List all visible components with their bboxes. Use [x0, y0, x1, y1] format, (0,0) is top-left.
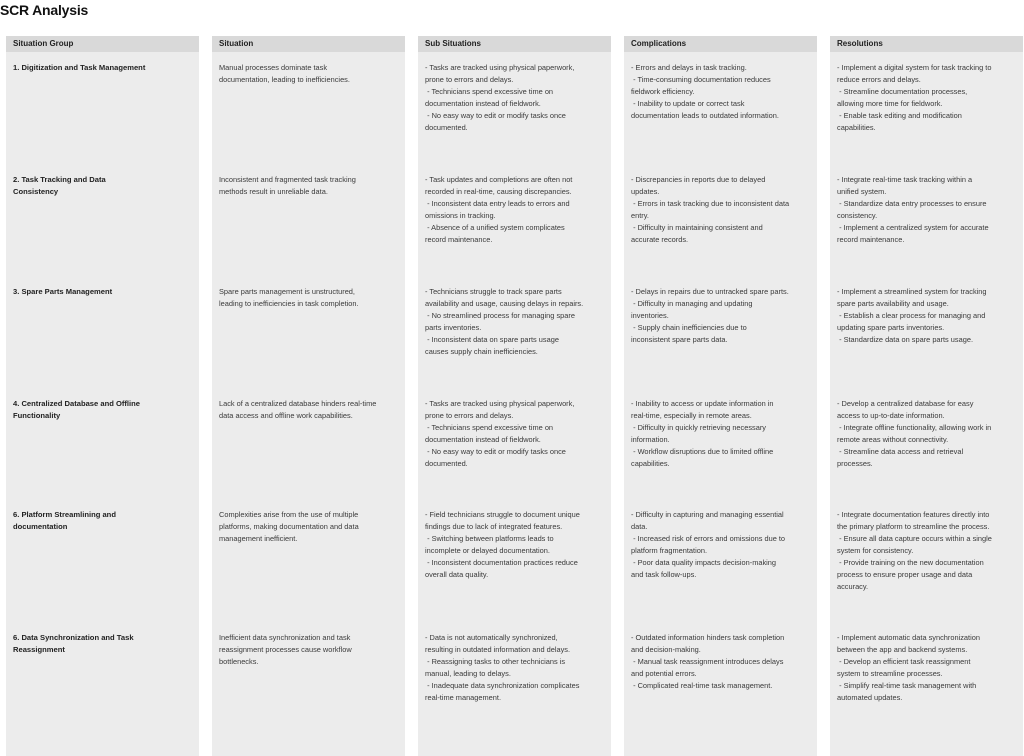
- page-title: SCR Analysis: [0, 2, 89, 18]
- sub-situations-cell: [418, 509, 611, 581]
- cell-text-line: prone to errors and delays.: [425, 411, 514, 420]
- cell-text-line: capabilities.: [837, 123, 876, 132]
- cell-text-line: fieldwork efficiency.: [631, 87, 695, 96]
- cell-text-line: - No easy way to edit or modify tasks once: [425, 111, 566, 120]
- cell-text-line: - Simplify real-time task management with: [837, 681, 977, 690]
- cell-text-line: updating spare parts inventories.: [837, 323, 945, 332]
- cell-text-line: and decision-making.: [631, 645, 701, 654]
- cell-text-line: - Errors in task tracking due to inconsistent data: [631, 199, 790, 208]
- cell-text-line: - Develop a centralized database for easy: [837, 399, 974, 408]
- cell-text-line: data access and offline work capabilities.: [219, 411, 353, 420]
- cell-text-line: - Difficulty in maintaining consistent and: [631, 223, 763, 232]
- cell-text-line: - Difficulty in managing and updating: [631, 299, 753, 308]
- cell-text-line: - Inadequate data synchronization complicates: [425, 681, 580, 690]
- cell-text-line: - Time-consuming documentation reduces: [631, 75, 771, 84]
- cell-text-line: - Discrepancies in reports due to delayed: [631, 175, 766, 184]
- cell-text-line: information.: [631, 435, 670, 444]
- cell-text-line: record maintenance.: [837, 235, 905, 244]
- cell-text-line: Spare parts management is unstructured,: [219, 287, 355, 296]
- cell-text-line: 2. Task Tracking and Data: [13, 175, 106, 184]
- cell-text-line: - Standardize data on spare parts usage.: [837, 335, 973, 344]
- cell-text-line: - Inconsistent data entry leads to errors and: [425, 199, 570, 208]
- cell-text-line: real-time management.: [425, 693, 501, 702]
- cell-text-line: - Outdated information hinders task completion: [631, 633, 785, 642]
- cell-text-line: accurate records.: [631, 235, 689, 244]
- cell-text-line: - Errors and delays in task tracking.: [631, 63, 747, 72]
- situation-cell: [212, 398, 405, 422]
- resolutions-cell: [830, 286, 1023, 346]
- cell-text-line: - Integrate real-time task tracking within a: [837, 175, 973, 184]
- cell-text-line: recorded in real-time, causing discrepancies.: [425, 187, 572, 196]
- cell-text-line: resulting in outdated information and delays.: [425, 645, 571, 654]
- cell-text-line: consistency.: [837, 211, 878, 220]
- cell-text-line: - Implement automatic data synchronization: [837, 633, 980, 642]
- situation-cell: [212, 174, 405, 198]
- situation-group-cell: [6, 632, 199, 656]
- situation-cell: [212, 286, 405, 310]
- column-situation: [212, 36, 405, 756]
- cell-text-line: system for consistency.: [837, 546, 914, 555]
- cell-text-line: allowing more time for fieldwork.: [837, 99, 943, 108]
- cell-text-line: process to ensure proper usage and data: [837, 570, 973, 579]
- cell-text-line: - Inconsistent data on spare parts usage: [425, 335, 559, 344]
- resolutions-cell: [830, 509, 1023, 593]
- cell-text-line: platform fragmentation.: [631, 546, 707, 555]
- cell-text-line: platforms, making documentation and data: [219, 522, 359, 531]
- cell-text-line: - Data is not automatically synchronized,: [425, 633, 558, 642]
- column-sub-situations: [418, 36, 611, 756]
- cell-text-line: - No streamlined process for managing spare: [425, 311, 575, 320]
- situation-cell: [212, 632, 405, 668]
- cell-text-line: documentation: [13, 522, 68, 531]
- cell-text-line: Reassignment: [13, 645, 65, 654]
- cell-text-line: - Reassigning tasks to other technicians is: [425, 657, 566, 666]
- cell-text-line: Inefficient data synchronization and task: [219, 633, 351, 642]
- cell-text-line: causes supply chain inefficiencies.: [425, 347, 538, 356]
- cell-text-line: real-time, especially in remote areas.: [631, 411, 752, 420]
- cell-text-line: - Ensure all data capture occurs within a single: [837, 534, 992, 543]
- column-resolutions: [830, 36, 1023, 756]
- cell-text-line: - Switching between platforms leads to: [425, 534, 554, 543]
- cell-text-line: overall data quality.: [425, 570, 489, 579]
- cell-text-line: 3. Spare Parts Management: [13, 287, 113, 296]
- cell-text-line: bottlenecks.: [219, 657, 259, 666]
- complications-cell: [624, 286, 817, 346]
- cell-text-line: parts inventories.: [425, 323, 482, 332]
- cell-text-line: data.: [631, 522, 648, 531]
- cell-text-line: management inefficient.: [219, 534, 298, 543]
- cell-text-line: documented.: [425, 459, 468, 468]
- situation-group-cell: [6, 398, 199, 422]
- column-header-situation-group: Situation Group: [6, 36, 199, 52]
- cell-text-line: - Technicians spend excessive time on: [425, 423, 554, 432]
- situation-group-cell: [6, 62, 199, 74]
- cell-text-line: Consistency: [13, 187, 59, 196]
- cell-text-line: updates.: [631, 187, 660, 196]
- cell-text-line: documentation leads to outdated information.: [631, 111, 779, 120]
- cell-text-line: Manual processes dominate task: [219, 63, 328, 72]
- resolutions-cell: [830, 398, 1023, 470]
- cell-text-line: - Inconsistent documentation practices reduce: [425, 558, 578, 567]
- cell-text-line: inventories.: [631, 311, 669, 320]
- cell-text-line: Inconsistent and fragmented task tracking: [219, 175, 356, 184]
- cell-text-line: - Difficulty in capturing and managing essential: [631, 510, 784, 519]
- sub-situations-cell: [418, 62, 611, 134]
- complications-cell: [624, 174, 817, 246]
- cell-text-line: - Develop an efficient task reassignment: [837, 657, 971, 666]
- cell-text-line: - Tasks are tracked using physical paperwork,: [425, 63, 575, 72]
- cell-text-line: - Enable task editing and modification: [837, 111, 962, 120]
- cell-text-line: between the app and backend systems.: [837, 645, 968, 654]
- column-header-situation: Situation: [212, 36, 405, 52]
- cell-text-line: - Integrate offline functionality, allowing work in: [837, 423, 992, 432]
- cell-text-line: - Technicians spend excessive time on: [425, 87, 554, 96]
- cell-text-line: automated updates.: [837, 693, 903, 702]
- cell-text-line: prone to errors and delays.: [425, 75, 514, 84]
- cell-text-line: omissions in tracking.: [425, 211, 496, 220]
- situation-cell: [212, 62, 405, 86]
- complications-cell: [624, 398, 817, 470]
- cell-text-line: incomplete or delayed documentation.: [425, 546, 550, 555]
- cell-text-line: - Implement a digital system for task tracking to: [837, 63, 992, 72]
- cell-text-line: - Technicians struggle to track spare parts: [425, 287, 562, 296]
- column-complications: [624, 36, 817, 756]
- cell-text-line: 6. Platform Streamlining and: [13, 510, 116, 519]
- sub-situations-cell: [418, 398, 611, 470]
- complications-cell: [624, 62, 817, 122]
- cell-text-line: 4. Centralized Database and Offline: [13, 399, 141, 408]
- cell-text-line: reassignment processes cause workflow: [219, 645, 352, 654]
- complications-cell: [624, 632, 817, 692]
- cell-text-line: - Integrate documentation features directly into: [837, 510, 990, 519]
- cell-text-line: - Manual task reassignment introduces delays: [631, 657, 784, 666]
- cell-text-line: entry.: [631, 211, 649, 220]
- column-header-sub-situations: Sub Situations: [418, 36, 611, 52]
- cell-text-line: manual, leading to delays.: [425, 669, 511, 678]
- cell-text-line: the primary platform to streamline the process.: [837, 522, 990, 531]
- sub-situations-cell: [418, 632, 611, 704]
- situation-cell: [212, 509, 405, 545]
- cell-text-line: and potential errors.: [631, 669, 697, 678]
- cell-text-line: - Field technicians struggle to document unique: [425, 510, 580, 519]
- cell-text-line: - Establish a clear process for managing and: [837, 311, 986, 320]
- situation-group-cell: [6, 174, 199, 198]
- cell-text-line: - Increased risk of errors and omissions due to: [631, 534, 786, 543]
- cell-text-line: Complexities arise from the use of multiple: [219, 510, 359, 519]
- cell-text-line: methods result in unreliable data.: [219, 187, 328, 196]
- cell-text-line: - Absence of a unified system complicates: [425, 223, 565, 232]
- resolutions-cell: [830, 62, 1023, 134]
- cell-text-line: - Implement a centralized system for accurate: [837, 223, 989, 232]
- resolutions-cell: [830, 174, 1023, 246]
- cell-text-line: record maintenance.: [425, 235, 493, 244]
- cell-text-line: Lack of a centralized database hinders real-time: [219, 399, 377, 408]
- sub-situations-cell: [418, 174, 611, 246]
- cell-text-line: documented.: [425, 123, 468, 132]
- cell-text-line: - Provide training on the new documentation: [837, 558, 984, 567]
- cell-text-line: Functionality: [13, 411, 61, 420]
- cell-text-line: leading to inefficiencies in task completion.: [219, 299, 359, 308]
- cell-text-line: - Delays in repairs due to untracked spare parts.: [631, 287, 789, 296]
- situation-group-cell: [6, 509, 199, 533]
- cell-text-line: - Difficulty in quickly retrieving necessary: [631, 423, 767, 432]
- cell-text-line: accuracy.: [837, 582, 869, 591]
- cell-text-line: access to up-to-date information.: [837, 411, 945, 420]
- cell-text-line: - Inability to access or update information in: [631, 399, 774, 408]
- cell-text-line: remote areas without connectivity.: [837, 435, 949, 444]
- cell-text-line: findings due to lack of integrated features.: [425, 522, 563, 531]
- column-header-complications: Complications: [624, 36, 817, 52]
- cell-text-line: inconsistent spare parts data.: [631, 335, 728, 344]
- cell-text-line: - Inability to update or correct task: [631, 99, 745, 108]
- cell-text-line: and task follow-ups.: [631, 570, 697, 579]
- cell-text-line: - Complicated real-time task management.: [631, 681, 773, 690]
- cell-text-line: spare parts availability and usage.: [837, 299, 949, 308]
- cell-text-line: unified system.: [837, 187, 887, 196]
- column-header-resolutions: Resolutions: [830, 36, 1023, 52]
- cell-text-line: processes.: [837, 459, 873, 468]
- cell-text-line: system to streamline processes.: [837, 669, 943, 678]
- cell-text-line: - Streamline documentation processes,: [837, 87, 968, 96]
- cell-text-line: capabilities.: [631, 459, 670, 468]
- cell-text-line: documentation, leading to inefficiencies.: [219, 75, 350, 84]
- cell-text-line: 6. Data Synchronization and Task: [13, 633, 134, 642]
- cell-text-line: - Supply chain inefficiencies due to: [631, 323, 747, 332]
- column-situation-group: [6, 36, 199, 756]
- cell-text-line: - Implement a streamlined system for tracking: [837, 287, 987, 296]
- cell-text-line: - Streamline data access and retrieval: [837, 447, 964, 456]
- cell-text-line: - Poor data quality impacts decision-making: [631, 558, 777, 567]
- cell-text-line: - Standardize data entry processes to ensure: [837, 199, 987, 208]
- cell-text-line: availability and usage, causing delays in repairs.: [425, 299, 584, 308]
- cell-text-line: - Tasks are tracked using physical paperwork,: [425, 399, 575, 408]
- situation-group-cell: [6, 286, 199, 298]
- sub-situations-cell: [418, 286, 611, 358]
- cell-text-line: documentation instead of fieldwork.: [425, 99, 541, 108]
- cell-text-line: - Workflow disruptions due to limited offline: [631, 447, 774, 456]
- cell-text-line: reduce errors and delays.: [837, 75, 921, 84]
- cell-text-line: - No easy way to edit or modify tasks once: [425, 447, 566, 456]
- resolutions-cell: [830, 632, 1023, 704]
- complications-cell: [624, 509, 817, 581]
- cell-text-line: 1. Digitization and Task Management: [13, 63, 146, 72]
- cell-text-line: documentation instead of fieldwork.: [425, 435, 541, 444]
- cell-text-line: - Task updates and completions are often not: [425, 175, 573, 184]
